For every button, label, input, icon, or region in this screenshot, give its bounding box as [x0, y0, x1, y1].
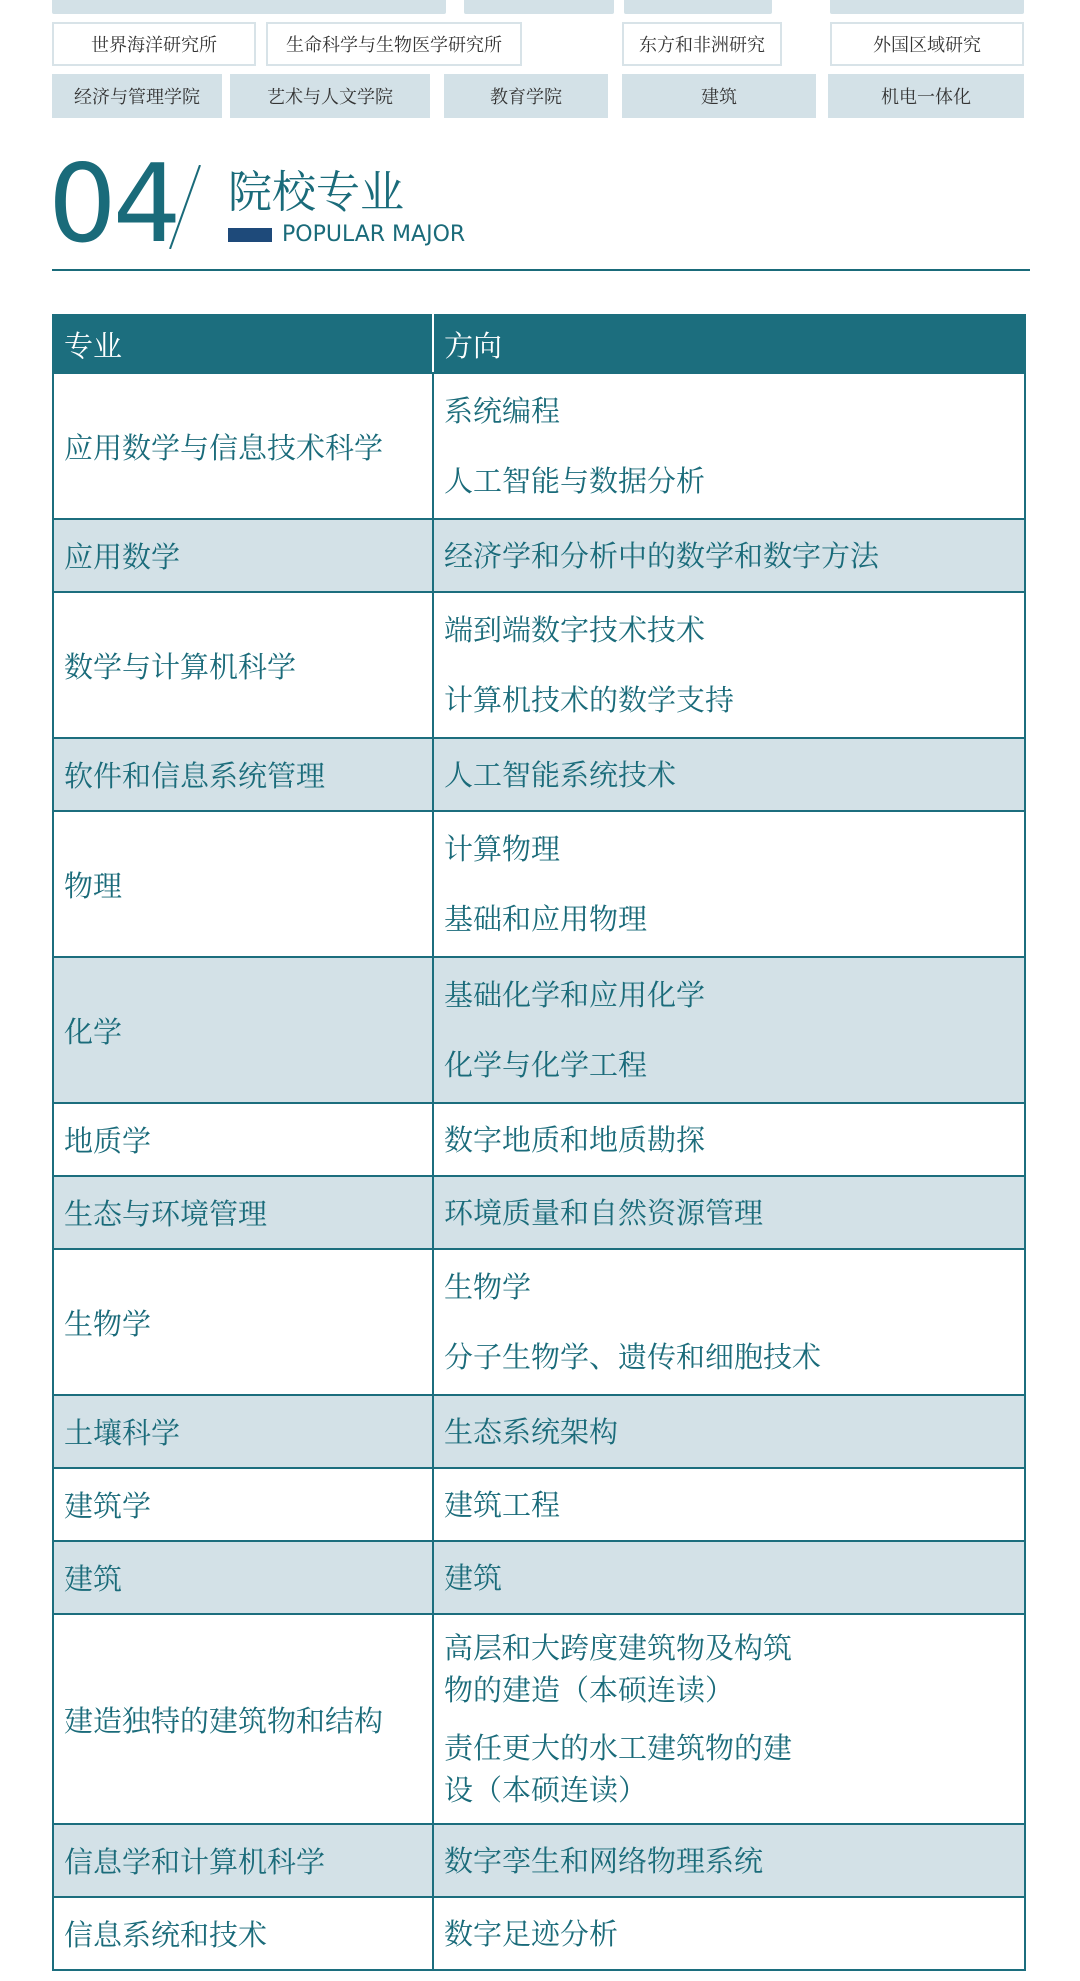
direction-item: 经济学和分析中的数学和数字方法 — [444, 538, 880, 573]
institute-chip: 世界海洋研究所 — [52, 22, 256, 66]
direction-cell — [433, 738, 1025, 811]
column-header-major: 专业 — [53, 315, 433, 373]
direction-item: 建筑 — [444, 1560, 503, 1595]
table-row — [53, 1614, 1025, 1824]
table-row — [53, 519, 1025, 592]
major-cell: 信息学和计算机科学 — [53, 1824, 433, 1897]
major-cell: 生态与环境管理 — [53, 1176, 433, 1249]
direction-cell — [433, 1468, 1025, 1541]
major-cell: 建筑 — [53, 1541, 433, 1614]
major-cell: 生物学 — [53, 1249, 433, 1395]
direction-item: 人工智能系统技术 — [444, 757, 677, 792]
cut-off-chip — [464, 0, 614, 14]
institute-chip: 东方和非洲研究 — [622, 22, 782, 66]
table-row — [53, 1468, 1025, 1541]
direction-item: 建筑工程 — [444, 1487, 561, 1522]
major-cell: 信息系统和技术 — [53, 1897, 433, 1970]
direction-item: 高层和大跨度建筑物及构筑物的建造（本硕连读） — [444, 1631, 793, 1707]
table-row — [53, 592, 1025, 738]
accent-bar — [228, 228, 272, 242]
section-subtitle: POPULAR MAJOR — [282, 222, 466, 247]
table-row — [53, 957, 1025, 1103]
direction-cell — [433, 1897, 1025, 1970]
direction-cell — [433, 1249, 1025, 1395]
institute-chip: 生命科学与生物医学研究所 — [266, 22, 522, 66]
direction-cell — [433, 1395, 1025, 1468]
direction-cell — [433, 1541, 1025, 1614]
table-row — [53, 373, 1025, 519]
table-row — [53, 1897, 1025, 1970]
direction-item: 生态系统架构 — [444, 1414, 619, 1449]
institute-chip: 机电一体化 — [828, 74, 1024, 118]
direction-cell — [433, 1614, 1025, 1824]
direction-cell — [433, 1103, 1025, 1176]
institute-chip: 艺术与人文学院 — [230, 74, 430, 118]
direction-item: 环境质量和自然资源管理 — [444, 1195, 764, 1230]
direction-item: 系统编程 — [444, 394, 561, 428]
direction-cell — [433, 519, 1025, 592]
direction-item: 端到端数字技术技术 — [444, 613, 706, 647]
direction-item: 计算物理 — [444, 832, 561, 866]
table-row — [53, 1824, 1025, 1897]
direction-item: 数字地质和地质勘探 — [444, 1122, 706, 1157]
table-row — [53, 1103, 1025, 1176]
table-row — [53, 1176, 1025, 1249]
institute-chip: 经济与管理学院 — [52, 74, 222, 118]
direction-item: 责任更大的水工建筑物的建设（本硕连读） — [444, 1731, 793, 1807]
direction-cell — [433, 957, 1025, 1103]
column-header-direction: 方向 — [433, 315, 1025, 373]
major-cell: 数学与计算机科学 — [53, 592, 433, 738]
direction-cell — [433, 811, 1025, 957]
institute-chip: 建筑 — [622, 74, 816, 118]
direction-cell — [433, 592, 1025, 738]
direction-item: 基础和应用物理 — [444, 902, 648, 936]
direction-item: 计算机技术的数学支持 — [444, 683, 735, 717]
direction-item: 分子生物学、遗传和细胞技术 — [444, 1340, 822, 1374]
cut-off-chip — [52, 0, 446, 14]
major-cell: 建造独特的建筑物和结构 — [53, 1614, 433, 1824]
direction-cell — [433, 1824, 1025, 1897]
direction-item: 人工智能与数据分析 — [444, 464, 706, 498]
table-header-row — [53, 315, 1025, 373]
direction-item: 数字足迹分析 — [444, 1916, 619, 1951]
direction-item: 生物学 — [444, 1270, 532, 1304]
cut-off-chip — [624, 0, 772, 14]
institute-chip: 外国区域研究 — [830, 22, 1024, 66]
major-cell: 地质学 — [53, 1103, 433, 1176]
major-cell: 建筑学 — [53, 1468, 433, 1541]
major-cell: 物理 — [53, 811, 433, 957]
table-row — [53, 1395, 1025, 1468]
cut-off-chip — [830, 0, 1024, 14]
table-row — [53, 1541, 1025, 1614]
table-row — [53, 738, 1025, 811]
direction-cell — [433, 373, 1025, 519]
institute-chip: 教育学院 — [444, 74, 608, 118]
slash-divider — [168, 165, 202, 249]
major-cell: 软件和信息系统管理 — [53, 738, 433, 811]
majors-table — [52, 314, 1026, 1971]
table-row — [53, 1249, 1025, 1395]
table-row — [53, 811, 1025, 957]
direction-item: 化学与化学工程 — [444, 1048, 648, 1082]
table-body — [53, 373, 1025, 1970]
major-cell: 土壤科学 — [53, 1395, 433, 1468]
direction-item: 数字孪生和网络物理系统 — [444, 1843, 764, 1878]
major-cell: 化学 — [53, 957, 433, 1103]
section-divider — [52, 269, 1030, 271]
direction-item: 基础化学和应用化学 — [444, 978, 706, 1012]
major-cell: 应用数学 — [53, 519, 433, 592]
cut-off-chip-row — [52, 0, 1024, 14]
section-title: 院校专业 — [228, 167, 404, 218]
major-cell: 应用数学与信息技术科学 — [53, 373, 433, 519]
section-number: 04 — [48, 142, 178, 267]
direction-cell — [433, 1176, 1025, 1249]
